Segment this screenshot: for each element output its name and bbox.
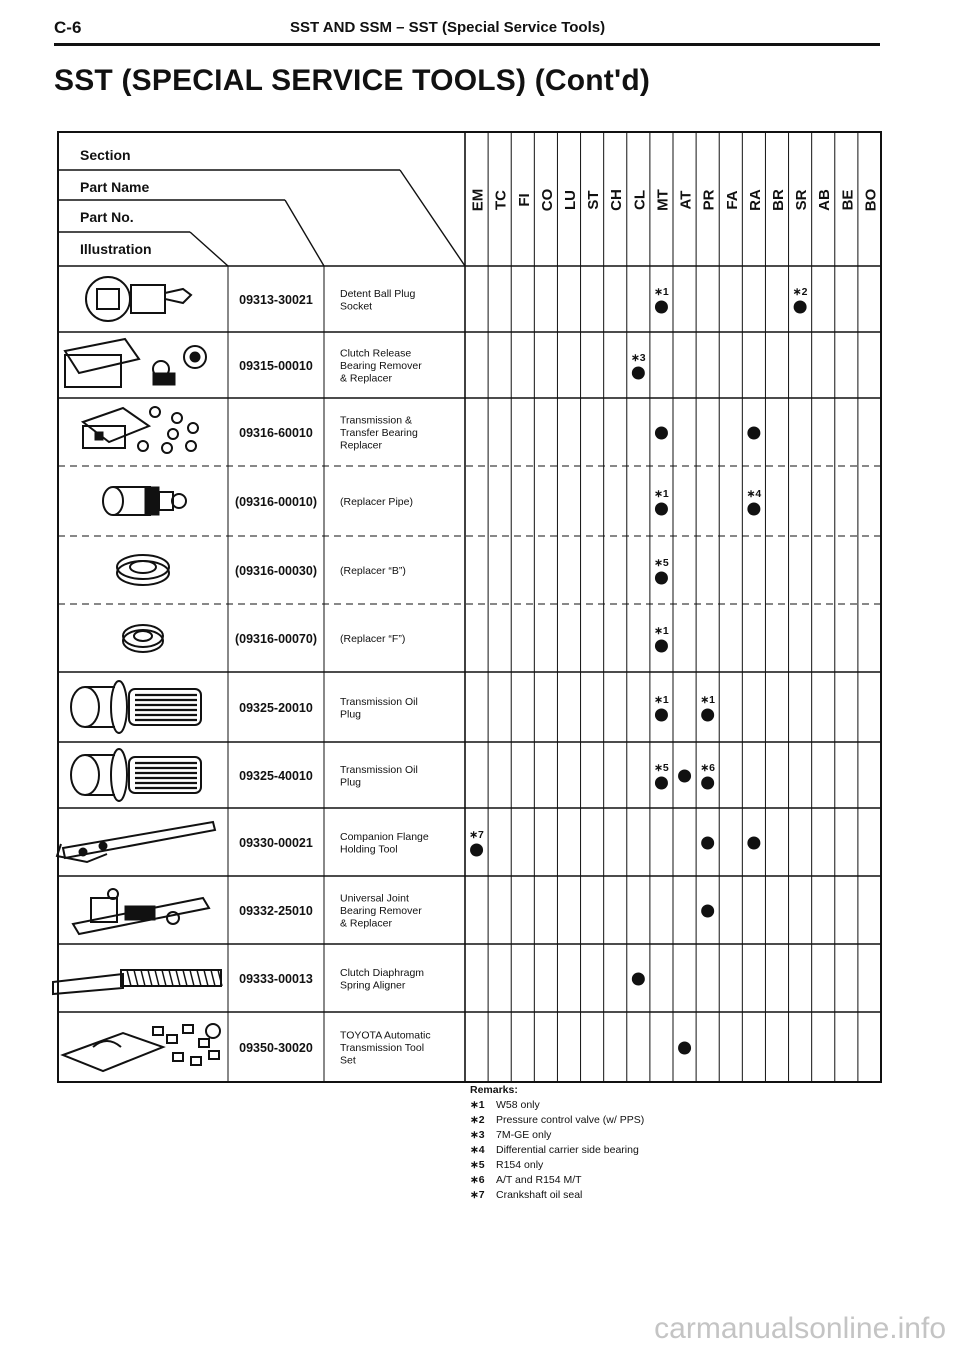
remark-item bbox=[470, 1143, 644, 1158]
plug-end bbox=[71, 755, 99, 795]
remarks-list bbox=[470, 1098, 644, 1203]
tool-illustration bbox=[103, 487, 186, 515]
remark-text: Pressure control valve (w/ PPS) bbox=[496, 1114, 645, 1126]
watermark: carmanualsonline.info bbox=[654, 1312, 946, 1345]
section-label-tc: TC bbox=[492, 189, 510, 210]
tool-illustration bbox=[123, 625, 163, 652]
section-label-sr: SR bbox=[793, 189, 811, 211]
remark-item bbox=[470, 1128, 644, 1143]
applicability-dot bbox=[747, 503, 760, 516]
part-name-line: Transfer Bearing bbox=[340, 427, 418, 439]
part-name-line: Transmission Tool bbox=[340, 1042, 425, 1054]
table-row bbox=[86, 277, 808, 321]
table-row bbox=[83, 407, 760, 453]
ring-top bbox=[117, 555, 169, 579]
kit-part bbox=[190, 352, 200, 362]
remark-mark: ∗3 bbox=[470, 1129, 485, 1141]
toolset-part bbox=[191, 1057, 201, 1065]
remarks-heading: Remarks: bbox=[470, 1084, 518, 1096]
tool-pin bbox=[79, 848, 87, 856]
socket-head bbox=[86, 277, 130, 321]
remark-item bbox=[470, 1113, 644, 1128]
part-name-line: Plug bbox=[340, 708, 362, 721]
remark-item bbox=[470, 1158, 644, 1173]
toolset-part bbox=[153, 1027, 163, 1035]
toolset-part bbox=[209, 1051, 219, 1059]
part-number: (09316-00030) bbox=[234, 564, 318, 578]
part-number: 09325-40010 bbox=[239, 769, 313, 783]
page-number: C-6 bbox=[54, 18, 82, 37]
toolset-part bbox=[167, 1035, 177, 1043]
remark-text: Differential carrier side bearing bbox=[496, 1144, 639, 1156]
tool-illustration bbox=[83, 407, 198, 453]
aligner-shaft bbox=[53, 974, 123, 994]
part-number: 09350-30020 bbox=[239, 1041, 313, 1055]
remark-text: 7M-GE only bbox=[496, 1129, 552, 1141]
applicability-note: ∗1 bbox=[654, 694, 669, 706]
socket-body bbox=[131, 285, 165, 313]
tray-ring bbox=[138, 441, 148, 451]
tray-ring bbox=[188, 423, 198, 433]
kit-box-body bbox=[65, 355, 121, 387]
aligner-tooth bbox=[190, 970, 194, 986]
pipe-band bbox=[145, 487, 159, 515]
aligner-tooth bbox=[155, 970, 159, 986]
remark-text: A/T and R154 M/T bbox=[496, 1174, 582, 1186]
applicability-dot bbox=[701, 837, 714, 850]
aligner-tooth bbox=[127, 970, 131, 986]
applicability-dot bbox=[470, 844, 483, 857]
table-frame bbox=[58, 132, 881, 1082]
applicability-dot bbox=[701, 777, 714, 790]
part-name-line: (Replacer “B”) bbox=[340, 565, 406, 577]
remark-item bbox=[470, 1098, 644, 1113]
applicability-dot bbox=[701, 709, 714, 722]
part-number: 09316-60010 bbox=[239, 426, 313, 440]
toolset-part bbox=[173, 1053, 183, 1061]
applicability-dot bbox=[655, 709, 668, 722]
section-label-st: ST bbox=[585, 190, 603, 210]
tool-illustration bbox=[73, 889, 209, 934]
applicability-dot bbox=[655, 777, 668, 790]
section-label-co: CO bbox=[538, 188, 556, 212]
plug-end bbox=[71, 687, 99, 727]
header-section-label: Section bbox=[80, 147, 131, 163]
part-number: 09315-00010 bbox=[239, 359, 313, 373]
aligner-tooth bbox=[197, 970, 201, 986]
applicability-dot bbox=[655, 640, 668, 653]
applicability-dot bbox=[655, 427, 668, 440]
tool-illustration bbox=[65, 339, 206, 387]
section-label-ra: RA bbox=[746, 189, 764, 211]
table-row bbox=[57, 822, 760, 862]
header-diagonal-illustration bbox=[190, 232, 228, 266]
remark-item bbox=[470, 1173, 644, 1188]
remark-mark: ∗2 bbox=[470, 1114, 485, 1126]
remark-mark: ∗4 bbox=[470, 1144, 485, 1156]
part-name-line: Spring Aligner bbox=[340, 979, 406, 992]
part-name-line: Plug bbox=[340, 776, 362, 789]
table-row bbox=[65, 339, 646, 387]
section-label-ab: AB bbox=[816, 189, 834, 211]
sub-table-row bbox=[103, 487, 761, 516]
section-label-em: EM bbox=[469, 188, 487, 212]
applicability-dot bbox=[655, 572, 668, 585]
pipe-end bbox=[103, 487, 123, 515]
tool-illustration bbox=[71, 681, 201, 733]
tray-ring bbox=[168, 429, 178, 439]
part-name-line: Bearing Remover bbox=[340, 360, 422, 372]
applicability-dot bbox=[632, 367, 645, 380]
section-label-bo: BO bbox=[862, 188, 880, 212]
remark-item bbox=[470, 1188, 644, 1203]
applicability-note: ∗2 bbox=[792, 286, 808, 298]
ring-top bbox=[123, 625, 163, 647]
part-name-line: Transmission Oil bbox=[340, 695, 418, 708]
plug-flange bbox=[111, 749, 127, 801]
ujoint-block bbox=[125, 906, 155, 920]
applicability-note: ∗1 bbox=[654, 488, 669, 500]
part-number: 09313-30021 bbox=[239, 293, 313, 307]
table-row bbox=[71, 749, 715, 801]
part-name-line: (Replacer Pipe) bbox=[340, 496, 413, 508]
aligner-tooth bbox=[148, 970, 152, 986]
applicability-dot bbox=[794, 301, 807, 314]
remark-text: R154 only bbox=[496, 1159, 544, 1171]
ujoint-part bbox=[167, 912, 179, 924]
applicability-dot bbox=[632, 973, 645, 986]
section-label-ch: CH bbox=[608, 189, 626, 211]
aligner-tooth bbox=[211, 970, 215, 986]
header-diagonal-partno bbox=[285, 200, 324, 266]
tool-illustration bbox=[117, 555, 169, 585]
part-name-line: Bearing Remover bbox=[340, 905, 422, 917]
header-illustration-label: Illustration bbox=[80, 241, 152, 257]
remark-text: W58 only bbox=[496, 1099, 540, 1111]
page-title: SST (SPECIAL SERVICE TOOLS) (Cont'd) bbox=[54, 64, 651, 97]
header-partname-label: Part Name bbox=[80, 179, 150, 195]
sub-table-row bbox=[117, 555, 669, 585]
tray-part bbox=[95, 432, 103, 440]
part-name-line: Transmission & bbox=[340, 414, 412, 427]
sub-table-row bbox=[123, 625, 669, 653]
socket-drive bbox=[165, 289, 191, 303]
remark-mark: ∗6 bbox=[470, 1174, 485, 1186]
part-name-line: Universal Joint bbox=[340, 892, 409, 905]
part-name-line: Transmission Oil bbox=[340, 763, 418, 776]
aligner-tooth bbox=[169, 970, 173, 986]
header-diagonal-partname bbox=[400, 170, 465, 266]
applicability-dot bbox=[678, 770, 691, 783]
part-name-line: Clutch Release bbox=[340, 347, 412, 360]
applicability-note: ∗5 bbox=[654, 557, 669, 569]
applicability-dot bbox=[655, 301, 668, 314]
applicability-dot bbox=[747, 837, 760, 850]
applicability-dot bbox=[655, 503, 668, 516]
section-label-mt: MT bbox=[654, 189, 672, 211]
remark-mark: ∗5 bbox=[470, 1159, 485, 1171]
applicability-dot bbox=[678, 1042, 691, 1055]
plug-flange bbox=[111, 681, 127, 733]
applicability-note: ∗1 bbox=[654, 286, 669, 298]
applicability-note: ∗5 bbox=[654, 762, 669, 774]
applicability-note: ∗7 bbox=[469, 829, 484, 841]
part-name-line: & Replacer bbox=[340, 917, 392, 930]
aligner-tooth bbox=[204, 970, 208, 986]
applicability-note: ∗6 bbox=[700, 762, 715, 774]
tool-illustration bbox=[57, 822, 215, 862]
part-name-line: Set bbox=[340, 1054, 356, 1067]
toolset-case bbox=[63, 1033, 163, 1071]
part-name-line: Companion Flange bbox=[340, 830, 429, 843]
part-name-line: Clutch Diaphragm bbox=[340, 966, 425, 979]
part-number: 09333-00013 bbox=[239, 972, 313, 986]
pipe-tip bbox=[172, 494, 186, 508]
part-number: 09330-00021 bbox=[239, 836, 313, 850]
ring-hole bbox=[130, 561, 156, 573]
socket-hex bbox=[97, 289, 119, 309]
tool-illustration bbox=[53, 970, 222, 994]
section-label-pr: PR bbox=[700, 189, 718, 211]
section-label-br: BR bbox=[770, 189, 787, 211]
table-row bbox=[71, 681, 715, 733]
pipe-neck bbox=[159, 492, 173, 510]
part-number: (09316-00010) bbox=[234, 495, 318, 509]
applicability-dot bbox=[701, 905, 714, 918]
ring-hole bbox=[134, 631, 152, 641]
part-number: 09332-25010 bbox=[239, 904, 313, 918]
section-label-fi: FI bbox=[515, 193, 533, 207]
section-label-fa: FA bbox=[723, 190, 741, 210]
table-row bbox=[63, 1024, 691, 1071]
section-label-cl: CL bbox=[631, 190, 649, 210]
part-name-line: Detent Ball Plug bbox=[340, 287, 416, 300]
tool-illustration bbox=[86, 277, 191, 321]
section-label-be: BE bbox=[839, 189, 857, 211]
toolset-part bbox=[183, 1025, 193, 1033]
part-name-line: Holding Tool bbox=[340, 843, 398, 856]
remark-text: Crankshaft oil seal bbox=[496, 1189, 583, 1201]
applicability-note: ∗4 bbox=[746, 488, 762, 500]
applicability-note: ∗3 bbox=[631, 352, 646, 364]
toolset-part bbox=[199, 1039, 209, 1047]
part-name-line: Replacer bbox=[340, 439, 383, 452]
part-name-line: & Replacer bbox=[340, 372, 392, 385]
section-label-lu: LU bbox=[562, 190, 579, 210]
part-number: 09325-20010 bbox=[239, 701, 313, 715]
part-name-line: TOYOTA Automatic bbox=[340, 1029, 431, 1042]
tray-ring bbox=[186, 441, 196, 451]
remark-mark: ∗1 bbox=[470, 1099, 485, 1111]
aligner-tooth bbox=[176, 970, 180, 986]
applicability-note: ∗1 bbox=[654, 625, 669, 637]
part-number: (09316-00070) bbox=[234, 632, 318, 646]
aligner-tooth bbox=[183, 970, 187, 986]
tray-ring bbox=[172, 413, 182, 423]
tool-pin bbox=[99, 842, 107, 850]
applicability-note: ∗1 bbox=[700, 694, 715, 706]
toolset-part bbox=[206, 1024, 220, 1038]
aligner-tooth bbox=[162, 970, 166, 986]
remark-mark: ∗7 bbox=[470, 1189, 485, 1201]
remarks bbox=[470, 1083, 644, 1203]
section-label-at: AT bbox=[677, 190, 695, 210]
tray-ring bbox=[162, 443, 172, 453]
tray-ring bbox=[150, 407, 160, 417]
table-row bbox=[73, 889, 714, 934]
header-partno-label: Part No. bbox=[80, 209, 134, 225]
aligner-tooth bbox=[141, 970, 145, 986]
applicability-dot bbox=[747, 427, 760, 440]
part-name-line: (Replacer “F”) bbox=[340, 633, 406, 645]
table-row bbox=[53, 967, 645, 994]
aligner-tooth bbox=[134, 970, 138, 986]
kit-part bbox=[153, 373, 175, 385]
running-title: SST AND SSM – SST (Special Service Tools) bbox=[290, 19, 606, 36]
tool-illustration bbox=[71, 749, 201, 801]
tool-illustration bbox=[63, 1024, 220, 1071]
part-name-line: Socket bbox=[340, 300, 373, 313]
